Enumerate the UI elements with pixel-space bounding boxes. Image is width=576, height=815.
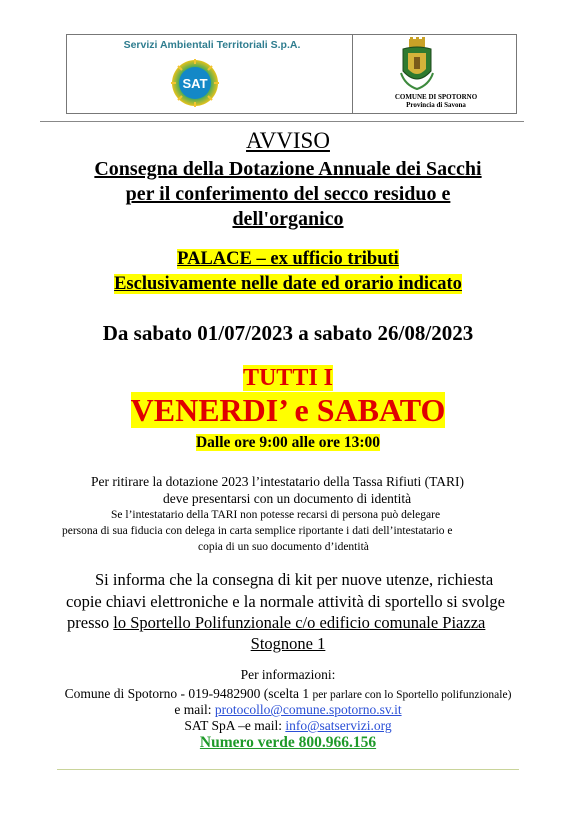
location-line-2 <box>0 274 576 295</box>
comune-crest-icon <box>399 37 435 91</box>
location-line-1 <box>0 249 576 270</box>
numero-verde: Numero verde 800.966.156 <box>199 734 377 751</box>
info1-line-3: Se l’intestatario della TARI non potesse recarsi di persona può delegare <box>111 509 441 521</box>
info1-line-5: copia di un suo documento d’identità <box>198 541 369 553</box>
avviso-title: AVVISO <box>246 128 330 153</box>
info1-line-1: Per ritirare la dotazione 2023 l’intestatario della Tassa Rifiuti (TARI) <box>91 474 464 489</box>
sat-logo-text: SAT <box>182 76 208 91</box>
tutti-label-text: TUTTI I <box>242 365 334 391</box>
info2-line-1: Si informa che la consegna di kit per nuove utenze, richiesta <box>95 570 494 589</box>
hours-label <box>0 434 576 452</box>
sat-logo-icon <box>170 58 220 108</box>
email-line-2 <box>0 718 576 734</box>
comune-block <box>357 93 515 109</box>
email-link-sat[interactable]: info@satservizi.org <box>285 718 392 733</box>
tutti-label <box>0 365 576 392</box>
phone-line-b: per parlare con lo Sportello polifunzionale) <box>312 689 512 701</box>
info2-line-2: copie chiavi elettroniche e la normale attività di sportello si svolge <box>66 592 505 611</box>
hours-text: Dalle ore 9:00 alle ore 13:00 <box>195 434 381 451</box>
info1-line-4: persona di sua fiducia con delega in carta semplice riportante i dati dell’intestatario e <box>62 525 453 537</box>
info1-line-2: deve presentarsi con un documento di identità <box>163 491 412 506</box>
email-link-comune[interactable]: protocollo@comune.spotorno.sv.it <box>214 702 402 717</box>
location-line-2-text: Esclusivamente nelle date ed orario indicato <box>114 274 462 294</box>
footer-rule <box>57 769 519 770</box>
phone-line-a: Comune di Spotorno - 019-9482900 (scelta 1 <box>64 686 313 701</box>
header-box <box>66 34 517 114</box>
email-label-1: e mail: <box>174 702 215 717</box>
phone-line <box>0 685 576 703</box>
comune-name: COMUNE DI SPOTORNO <box>394 93 478 101</box>
venerdi-sabato-text: VENERDI’ e SABATO <box>130 392 446 428</box>
header-divider <box>352 35 353 113</box>
contacts-title: Per informazioni: <box>240 667 336 682</box>
provincia-name: Provincia di Savona <box>406 101 466 109</box>
title-line-1: Consegna della Dotazione Annuale dei Sacchi <box>94 158 482 180</box>
info2-line-4: Stognone 1 <box>250 634 326 653</box>
venerdi-sabato-label <box>0 392 576 429</box>
info2-line-3 <box>67 613 485 633</box>
header-rule <box>40 121 524 122</box>
info2-line-3-prefix: presso <box>67 613 114 632</box>
sportello-address: lo Sportello Polifunzionale c/o edificio comunale Piazza <box>113 613 486 632</box>
email-label-2: SAT SpA –e mail: <box>184 718 286 733</box>
email-line-1 <box>0 702 576 718</box>
location-line-1-text: PALACE – ex ufficio tributi <box>177 249 399 269</box>
title-line-2: per il conferimento del secco residuo e <box>125 183 451 205</box>
title-line-3: dell'organico <box>232 208 344 230</box>
date-range: Da sabato 01/07/2023 a sabato 26/08/2023 <box>102 321 474 345</box>
company-name: Servizi Ambientali Territoriali S.p.A. <box>123 39 301 51</box>
